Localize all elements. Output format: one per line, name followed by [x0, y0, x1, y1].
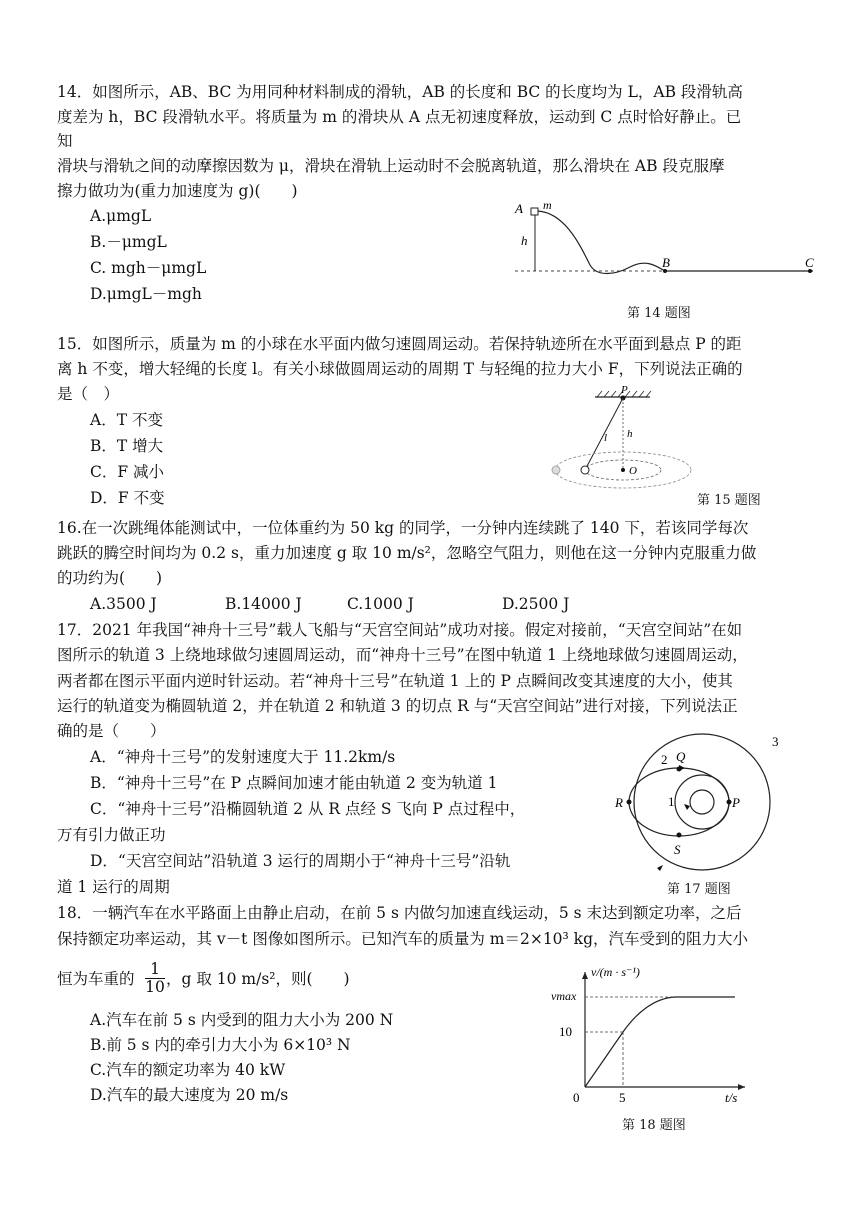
point-r — [627, 800, 632, 805]
center-o — [621, 468, 625, 472]
arrow-orbit-3 — [657, 865, 663, 871]
q17-line-4: 运行的轨道变为椭圆轨道 2，并在轨道 2 和轨道 3 的切点 R 与“天宫空间站”进行对接，下列说法正 — [57, 697, 738, 715]
label-l: l — [604, 432, 608, 444]
q15-caption: 第 15 题图 — [697, 493, 761, 508]
vt-curve — [585, 997, 735, 1087]
q14-line-4: 滑块与滑轨之间的动摩擦因数为 μ，滑块在滑轨上运动时不会脱离轨道，那么滑块在 AB 段克服摩 — [57, 157, 725, 175]
q16-line-1: 16.在一次跳绳体能测试中，一位体重约为 50 kg 的同学，一分钟内连续跳了 140 下，若该同学每次 — [57, 519, 749, 537]
q14-line-3: 知 — [57, 132, 73, 150]
label-b: B — [662, 255, 670, 270]
track-ab — [538, 211, 665, 274]
q17-option-d: D．“天宫空间站”沿轨道 3 运行的周期小于“神舟十三号”沿轨 — [90, 852, 511, 870]
label-3: 3 — [772, 734, 779, 749]
q17-figure — [612, 730, 787, 875]
q18-option-c: C.汽车的额定功率为 40 kW — [90, 1061, 286, 1079]
label-h: h — [521, 233, 528, 248]
q17-option-c: C．“神舟十三号”沿椭圆轨道 2 从 R 点经 S 飞向 P 点过程中， — [90, 800, 526, 818]
origin-label: 0 — [573, 1090, 580, 1105]
q14-figure — [505, 195, 825, 285]
q14-option-a: A.μmgL — [90, 207, 152, 225]
label-r: R — [615, 795, 623, 810]
tick-10: 10 — [559, 1024, 572, 1039]
q18-fraction — [145, 961, 165, 996]
q15-line-2: 离 h 不变，增大轻绳的长度 l。有关小球做圆周运动的周期 T 与轻绳的拉力大小 F，下列说法正确的 — [57, 360, 743, 378]
q17-line-1: 17．2021 年我国“神舟十三号”载人飞船与“天宫空间站”成功对接。假定对接前，“天宫空间站”在如 — [57, 621, 743, 639]
q18-line-2: 保持额定功率运动，其 v－t 图像如图所示。已知汽车的质量为 m＝2×10³ kg，汽车受到的阻力大小 — [57, 930, 748, 948]
q14-line-5: 擦力做功为(重力加速度为 g)( ) — [57, 182, 298, 200]
q15-option-b: B．T 增大 — [90, 437, 164, 455]
q15-line-3: 是（ ） — [57, 385, 120, 403]
slider-block — [531, 208, 538, 215]
arrow-orbit-2 — [679, 765, 685, 771]
q14-option-b: B.－μmgL — [90, 233, 167, 251]
q15-option-c: C．F 减小 — [90, 463, 165, 481]
q17-option-a: A．“神舟十三号”的发射速度大于 11.2km/s — [90, 748, 396, 766]
label-2: 2 — [661, 752, 668, 767]
q18-option-b: B.前 5 s 内的牵引力大小为 6×10³ N — [90, 1036, 351, 1054]
label-o: O — [629, 465, 637, 477]
orbit-1 — [675, 775, 729, 829]
q18-line-3-post: ，g 取 10 m/s²，则( ) — [166, 970, 350, 988]
label-q: Q — [676, 749, 686, 764]
ball — [581, 466, 589, 474]
q17-option-c-cont: 万有引力做正功 — [57, 826, 166, 844]
q18-option-a: A.汽车在前 5 s 内受到的阻力大小为 200 N — [90, 1011, 394, 1029]
v-axis-arrow — [582, 972, 588, 979]
q17-line-5: 确的是（ ） — [57, 722, 166, 740]
q18-line-1: 18．一辆汽车在水平路面上由静止启动，在前 5 s 内做匀加速直线运动，5 s 末达到额定功率，之后 — [57, 904, 742, 922]
q15-option-d: D．F 不变 — [90, 489, 165, 507]
q14-caption: 第 14 题图 — [627, 306, 691, 321]
q17-caption: 第 17 题图 — [667, 882, 731, 897]
fraction-denominator: 10 — [145, 978, 165, 997]
q17-option-d-cont: 道 1 运行的周期 — [57, 878, 170, 896]
q14-line-2: 度差为 h，BC 段滑轨水平。将质量为 m 的滑块从 A 点无初速度释放，运动到 C 点时恰好静止。已 — [57, 108, 742, 126]
q18-caption: 第 18 题图 — [622, 1118, 686, 1133]
q15-line-1: 15．如图所示，质量为 m 的小球在水平面内做匀速圆周运动。若保持轨迹所在水平面到悬点 P 的距 — [57, 335, 742, 353]
label-m: m — [543, 198, 552, 212]
point-p — [727, 800, 732, 805]
q17-option-b: B．“神舟十三号”在 P 点瞬间加速才能由轨道 2 变为轨道 1 — [90, 774, 498, 792]
q16-option-c: C.1000 J — [347, 595, 414, 613]
t-axis-arrow — [738, 1084, 745, 1090]
q15-figure — [545, 385, 705, 495]
label-1: 1 — [668, 794, 675, 809]
q16-line-2: 跳跃的腾空时间均为 0.2 s，重力加速度 g 取 10 m/s²，忽略空气阻力，则他在这一分钟内克服重力做 — [57, 544, 757, 562]
tick-5: 5 — [619, 1090, 626, 1105]
q16-line-3: 的功约为( ) — [57, 569, 163, 587]
q15-option-a: A．T 不变 — [90, 411, 163, 429]
t-axis-label: t/s — [725, 1090, 738, 1105]
earth — [690, 790, 714, 814]
label-s: S — [674, 842, 681, 857]
vmax-label: vmax — [551, 989, 577, 1003]
ball-outer — [552, 466, 560, 474]
label-p: P — [732, 795, 740, 810]
arrow-orbit-1 — [684, 804, 690, 810]
v-axis-label: v/(m · s⁻¹) — [591, 965, 640, 979]
q18-option-d: D.汽车的最大速度为 20 m/s — [90, 1086, 289, 1104]
q16-option-d: D.2500 J — [502, 595, 570, 613]
point-s — [677, 833, 682, 838]
label-a: A — [515, 201, 523, 216]
q14-option-c: C. mgh－μmgL — [90, 259, 207, 277]
q17-line-2: 图所示的轨道 3 上绕地球做匀速圆周运动，而“神舟十三号”在图中轨道 1 上绕地球做匀速圆周运动， — [57, 646, 748, 664]
label-c: C — [805, 255, 814, 270]
orbit-3 — [634, 734, 770, 870]
q14-line-1: 14．如图所示，AB、BC 为用同种材料制成的滑轨，AB 的长度和 BC 的长度均为 L，AB 段滑轨高 — [57, 83, 743, 101]
q17-line-3: 两者都在图示平面内逆时针运动。若“神舟十三号”在轨道 1 上的 P 点瞬间改变其速度的大小，使其 — [57, 672, 733, 690]
q18-line-3-pre: 恒为车重的 — [57, 970, 135, 988]
label-p: P — [621, 385, 628, 396]
q16-option-b: B.14000 J — [225, 595, 302, 613]
q16-option-a: A.3500 J — [90, 595, 157, 613]
q14-option-d: D.μmgL－mgh — [90, 285, 202, 303]
label-h: h — [627, 428, 633, 440]
q18-vt-graph — [545, 962, 755, 1107]
fraction-numerator: 1 — [145, 961, 165, 979]
